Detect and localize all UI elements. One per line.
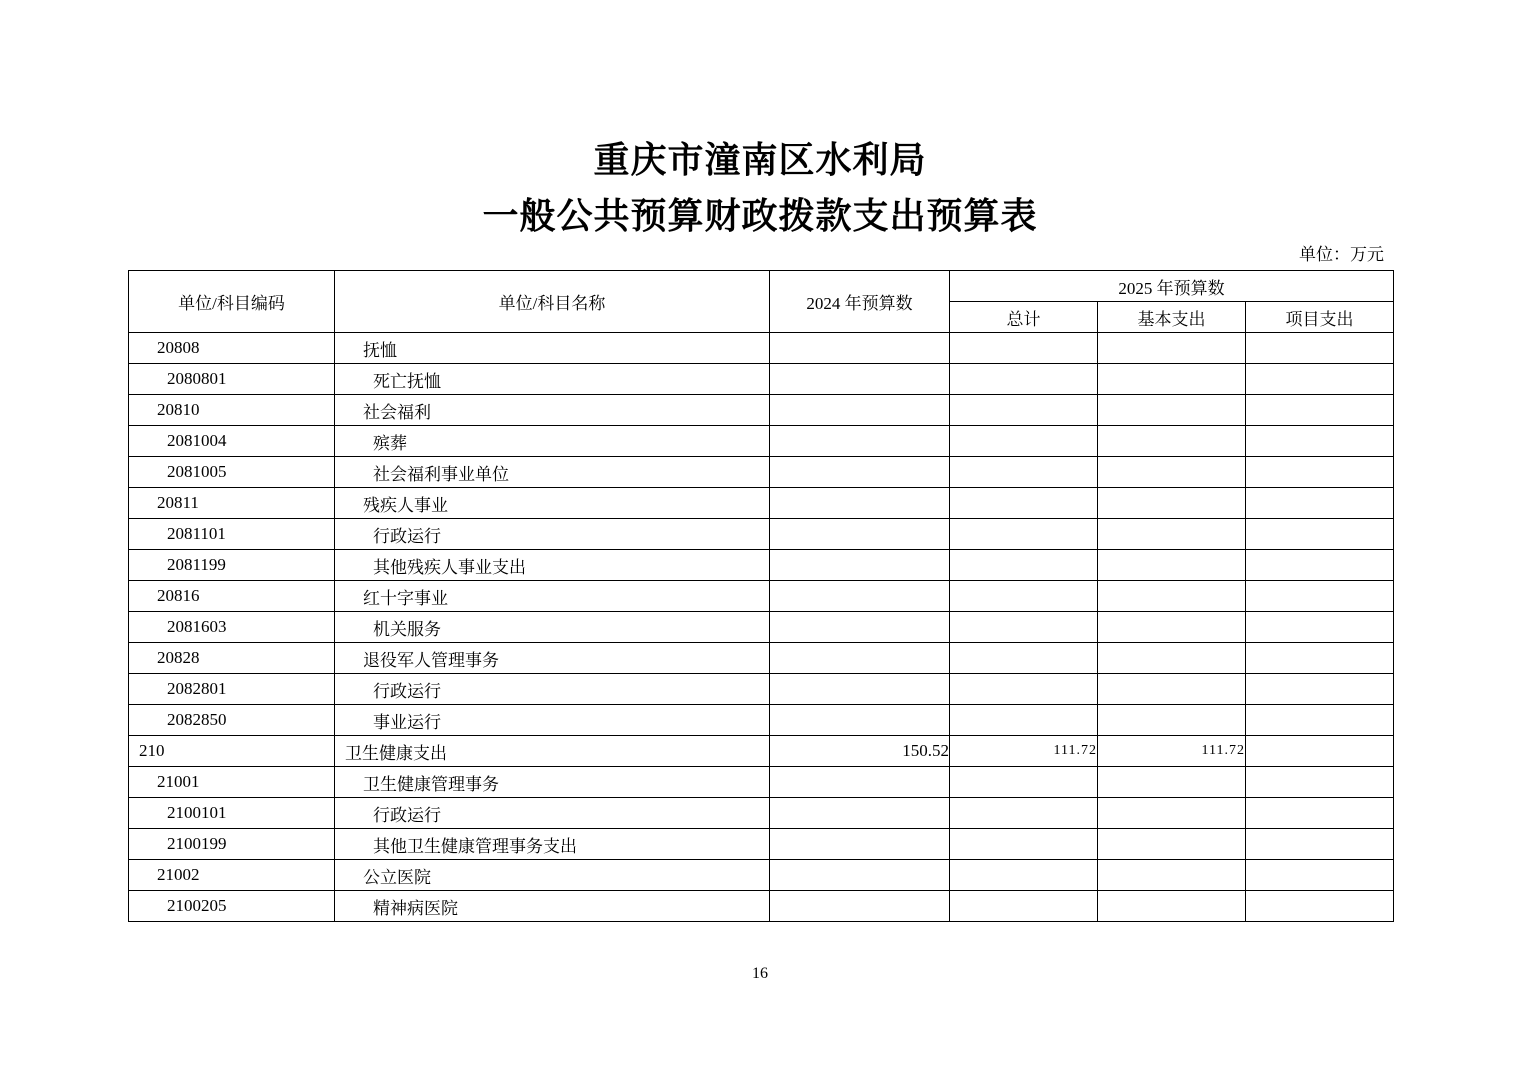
name-cell: 退役军人管理事务 bbox=[335, 643, 770, 674]
name-cell: 行政运行 bbox=[335, 798, 770, 829]
basic-cell bbox=[1098, 643, 1246, 674]
page-title-line1: 重庆市潼南区水利局 bbox=[593, 139, 927, 181]
project-cell bbox=[1246, 798, 1394, 829]
header-code: 单位/科目编码 bbox=[129, 271, 335, 333]
budget-2024-cell bbox=[770, 488, 950, 519]
budget-2024-cell bbox=[770, 798, 950, 829]
basic-cell bbox=[1098, 519, 1246, 550]
table-row bbox=[129, 488, 1394, 519]
name-cell: 事业运行 bbox=[335, 705, 770, 736]
code-cell: 2081101 bbox=[129, 519, 335, 550]
name-cell: 其他残疾人事业支出 bbox=[335, 550, 770, 581]
budget-2024-cell bbox=[770, 767, 950, 798]
table-row bbox=[129, 674, 1394, 705]
name-cell: 精神病医院 bbox=[335, 891, 770, 922]
table-row bbox=[129, 705, 1394, 736]
total-cell bbox=[950, 333, 1098, 364]
basic-cell bbox=[1098, 767, 1246, 798]
budget-2024-cell bbox=[770, 364, 950, 395]
project-cell bbox=[1246, 395, 1394, 426]
total-cell: 111.72 bbox=[950, 736, 1098, 767]
budget-2024-cell bbox=[770, 395, 950, 426]
code-cell: 21002 bbox=[129, 860, 335, 891]
total-cell bbox=[950, 457, 1098, 488]
total-cell bbox=[950, 674, 1098, 705]
code-cell: 20808 bbox=[129, 333, 335, 364]
budget-2024-cell bbox=[770, 705, 950, 736]
total-cell bbox=[950, 581, 1098, 612]
header-budget-2024: 2024 年预算数 bbox=[770, 271, 950, 333]
code-cell: 2082850 bbox=[129, 705, 335, 736]
code-cell: 210 bbox=[129, 736, 335, 767]
project-cell bbox=[1246, 674, 1394, 705]
page-title-line2: 一般公共预算财政拨款支出预算表 bbox=[482, 195, 1038, 237]
name-cell: 死亡抚恤 bbox=[335, 364, 770, 395]
code-cell: 2100205 bbox=[129, 891, 335, 922]
total-cell bbox=[950, 829, 1098, 860]
total-cell bbox=[950, 488, 1098, 519]
budget-2024-cell bbox=[770, 891, 950, 922]
table-row bbox=[129, 364, 1394, 395]
project-cell bbox=[1246, 736, 1394, 767]
name-cell: 残疾人事业 bbox=[335, 488, 770, 519]
name-cell: 抚恤 bbox=[335, 333, 770, 364]
table-row bbox=[129, 612, 1394, 643]
name-cell: 红十字事业 bbox=[335, 581, 770, 612]
table-row bbox=[129, 581, 1394, 612]
table-row bbox=[129, 457, 1394, 488]
total-cell bbox=[950, 364, 1098, 395]
total-cell bbox=[950, 426, 1098, 457]
basic-cell bbox=[1098, 426, 1246, 457]
code-cell: 20828 bbox=[129, 643, 335, 674]
basic-cell bbox=[1098, 581, 1246, 612]
basic-cell bbox=[1098, 550, 1246, 581]
total-cell bbox=[950, 798, 1098, 829]
page-number: 16 bbox=[752, 965, 768, 982]
project-cell bbox=[1246, 829, 1394, 860]
basic-cell bbox=[1098, 395, 1246, 426]
basic-cell bbox=[1098, 333, 1246, 364]
project-cell bbox=[1246, 457, 1394, 488]
basic-cell bbox=[1098, 488, 1246, 519]
project-cell bbox=[1246, 364, 1394, 395]
project-cell bbox=[1246, 643, 1394, 674]
code-cell: 2100199 bbox=[129, 829, 335, 860]
total-cell bbox=[950, 891, 1098, 922]
total-cell bbox=[950, 612, 1098, 643]
table-row bbox=[129, 891, 1394, 922]
header-basic: 基本支出 bbox=[1098, 302, 1246, 333]
basic-cell bbox=[1098, 364, 1246, 395]
table-row bbox=[129, 426, 1394, 457]
budget-2024-cell bbox=[770, 426, 950, 457]
name-cell: 行政运行 bbox=[335, 519, 770, 550]
name-cell: 卫生健康支出 bbox=[335, 736, 770, 767]
project-cell bbox=[1246, 426, 1394, 457]
total-cell bbox=[950, 767, 1098, 798]
total-cell bbox=[950, 395, 1098, 426]
table-row bbox=[129, 767, 1394, 798]
table-row bbox=[129, 736, 1394, 767]
budget-2024-cell bbox=[770, 581, 950, 612]
budget-2024-cell bbox=[770, 860, 950, 891]
basic-cell bbox=[1098, 891, 1246, 922]
project-cell bbox=[1246, 333, 1394, 364]
basic-cell bbox=[1098, 705, 1246, 736]
project-cell bbox=[1246, 612, 1394, 643]
table-row bbox=[129, 395, 1394, 426]
project-cell bbox=[1246, 519, 1394, 550]
code-cell: 20811 bbox=[129, 488, 335, 519]
basic-cell: 111.72 bbox=[1098, 736, 1246, 767]
table-row bbox=[129, 798, 1394, 829]
project-cell bbox=[1246, 767, 1394, 798]
total-cell bbox=[950, 519, 1098, 550]
table-body bbox=[129, 333, 1394, 922]
header-budget-2025: 2025 年预算数 bbox=[950, 271, 1394, 302]
budget-2024-cell bbox=[770, 643, 950, 674]
code-cell: 20810 bbox=[129, 395, 335, 426]
project-cell bbox=[1246, 550, 1394, 581]
table-row bbox=[129, 550, 1394, 581]
table-row bbox=[129, 829, 1394, 860]
budget-2024-cell bbox=[770, 829, 950, 860]
name-cell: 机关服务 bbox=[335, 612, 770, 643]
unit-label: 单位：万元 bbox=[1299, 245, 1384, 264]
project-cell bbox=[1246, 488, 1394, 519]
code-cell: 2082801 bbox=[129, 674, 335, 705]
project-cell bbox=[1246, 581, 1394, 612]
name-cell: 社会福利事业单位 bbox=[335, 457, 770, 488]
header-project: 项目支出 bbox=[1246, 302, 1394, 333]
table-row bbox=[129, 643, 1394, 674]
basic-cell bbox=[1098, 457, 1246, 488]
code-cell: 2100101 bbox=[129, 798, 335, 829]
header-name: 单位/科目名称 bbox=[335, 271, 770, 333]
table-header bbox=[129, 271, 1394, 333]
code-cell: 2080801 bbox=[129, 364, 335, 395]
basic-cell bbox=[1098, 829, 1246, 860]
code-cell: 20816 bbox=[129, 581, 335, 612]
budget-2024-cell: 150.52 bbox=[770, 736, 950, 767]
budget-2024-cell bbox=[770, 519, 950, 550]
budget-table bbox=[128, 270, 1394, 922]
total-cell bbox=[950, 550, 1098, 581]
budget-2024-cell bbox=[770, 550, 950, 581]
table-row bbox=[129, 519, 1394, 550]
code-cell: 2081199 bbox=[129, 550, 335, 581]
project-cell bbox=[1246, 705, 1394, 736]
budget-2024-cell bbox=[770, 674, 950, 705]
code-cell: 2081005 bbox=[129, 457, 335, 488]
basic-cell bbox=[1098, 860, 1246, 891]
code-cell: 2081603 bbox=[129, 612, 335, 643]
project-cell bbox=[1246, 860, 1394, 891]
code-cell: 2081004 bbox=[129, 426, 335, 457]
basic-cell bbox=[1098, 674, 1246, 705]
table-row bbox=[129, 333, 1394, 364]
name-cell: 卫生健康管理事务 bbox=[335, 767, 770, 798]
name-cell: 殡葬 bbox=[335, 426, 770, 457]
total-cell bbox=[950, 705, 1098, 736]
total-cell bbox=[950, 860, 1098, 891]
basic-cell bbox=[1098, 798, 1246, 829]
code-cell: 21001 bbox=[129, 767, 335, 798]
name-cell: 行政运行 bbox=[335, 674, 770, 705]
budget-2024-cell bbox=[770, 333, 950, 364]
table-row bbox=[129, 860, 1394, 891]
name-cell: 其他卫生健康管理事务支出 bbox=[335, 829, 770, 860]
name-cell: 公立医院 bbox=[335, 860, 770, 891]
project-cell bbox=[1246, 891, 1394, 922]
header-total: 总计 bbox=[950, 302, 1098, 333]
name-cell: 社会福利 bbox=[335, 395, 770, 426]
budget-2024-cell bbox=[770, 612, 950, 643]
total-cell bbox=[950, 643, 1098, 674]
basic-cell bbox=[1098, 612, 1246, 643]
budget-2024-cell bbox=[770, 457, 950, 488]
